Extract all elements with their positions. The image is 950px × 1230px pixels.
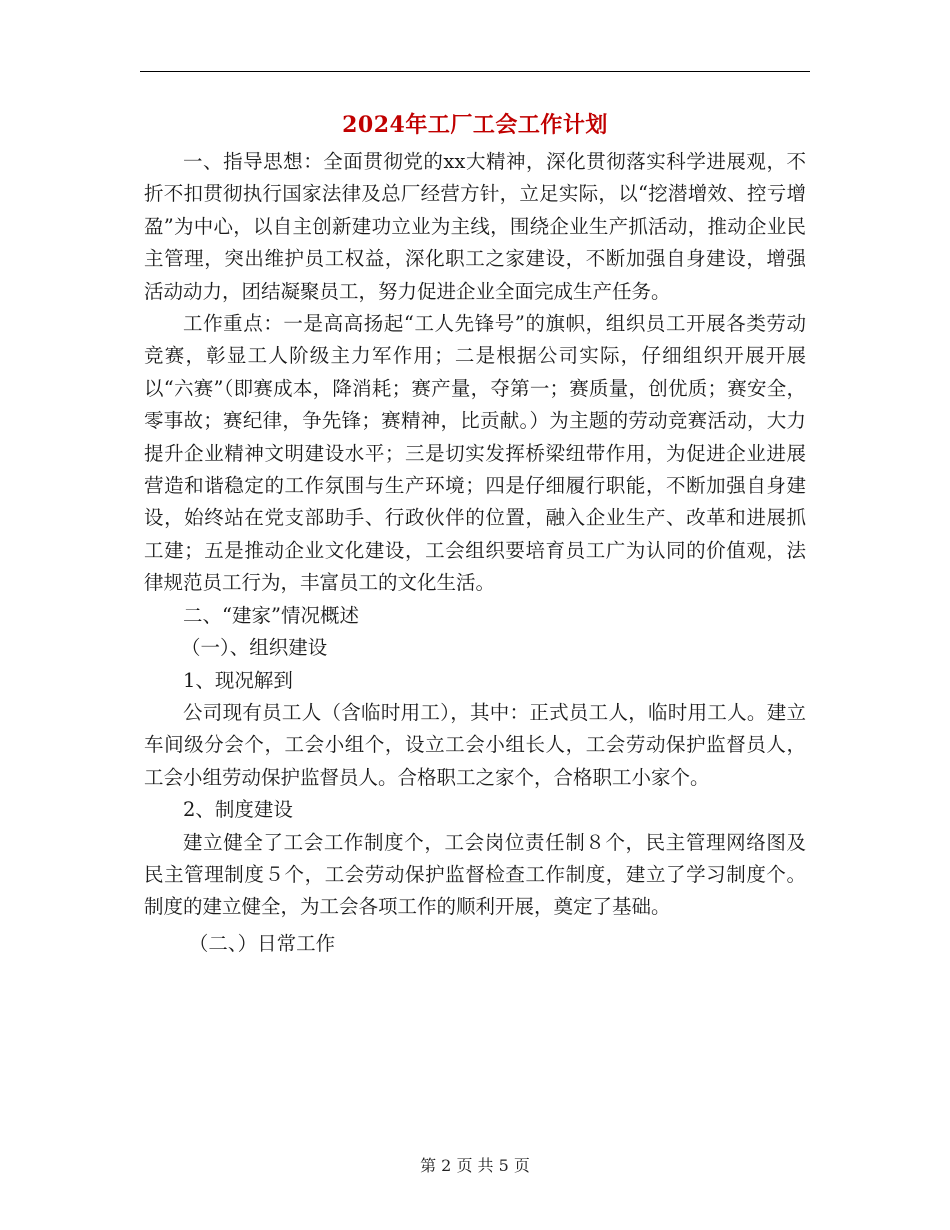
paragraph-staff-status: 公司现有员工人（含临时用工），其中：正式员工人，临时用工人。建立车间级分会个，工会小组个，设立工会小组长人，工会劳动保护监督员人，工会小组劳动保护监督员人。合格职工之家个，合格职工小家个。 (144, 700, 806, 789)
paragraph-guiding-ideology: 一、指导思想：全面贯彻党的xx大精神，深化贯彻落实科学进展观，不折不扣贯彻执行国家法律及总厂经营方针，立足实际，以“挖潜增效、控亏增盈”为中心，以自主创新建功立业为主线，围绕企业生产抓活动，推动企业民主管理，突出维护员工权益，深化职工之家建设，不断加强自身建设，增强活动动力，团结凝聚员工，努力促进企业全面完成生产任务。 (144, 150, 806, 303)
document-body (144, 146, 806, 960)
header-rule (140, 71, 810, 72)
paragraph-work-focus: 工作重点：一是高高扬起“工人先锋号”的旗帜，组织员工开展各类劳动竞赛，彰显工人阶级主力军作用；二是根据公司实际，仔细组织开展开展以“六赛”（即赛成本，降消耗；赛产量，夺第一；赛质量，创优质；赛安全，零事故；赛纪律，争先锋；赛精神，比贡献。）为主题的劳动竞赛活动，大力提升企业精神文明建设水平；三是切实发挥桥梁纽带作用，为促进企业进展营造和谐稳定的工作氛围与生产环境；四是仔细履行职能，不断加强自身建设，始终站在党支部助手、行政伙伴的位置，融入企业生产、改革和进展抓工建；五是推动企业文化建设，工会组织要培育员工广为认同的价值观，法律规范员工行为，丰富员工的文化生活。 (144, 312, 806, 595)
paragraph-system-building: 建立健全了工会工作制度个，工会岗位责任制８个，民主管理网络图及民主管理制度５个，工会劳动保护监督检查工作制度，建立了学习制度个。制度的建立健全，为工会各项工作的顺利开展，奠定了基础。 (144, 830, 806, 919)
heading-daily-work: （二、）日常工作 (188, 931, 336, 955)
heading-jianjia-overview: 二、“建家”情况概述 (183, 603, 359, 627)
document-title: 2024年工厂工会工作计划 (342, 112, 608, 138)
heading-organization: （一）、组织建设 (181, 636, 328, 660)
heading-system-building: 2、制度建设 (183, 798, 293, 822)
page-number: 第 2 页 共 5 页 (420, 1156, 530, 1175)
heading-current-status: 1、现况解到 (183, 668, 293, 692)
